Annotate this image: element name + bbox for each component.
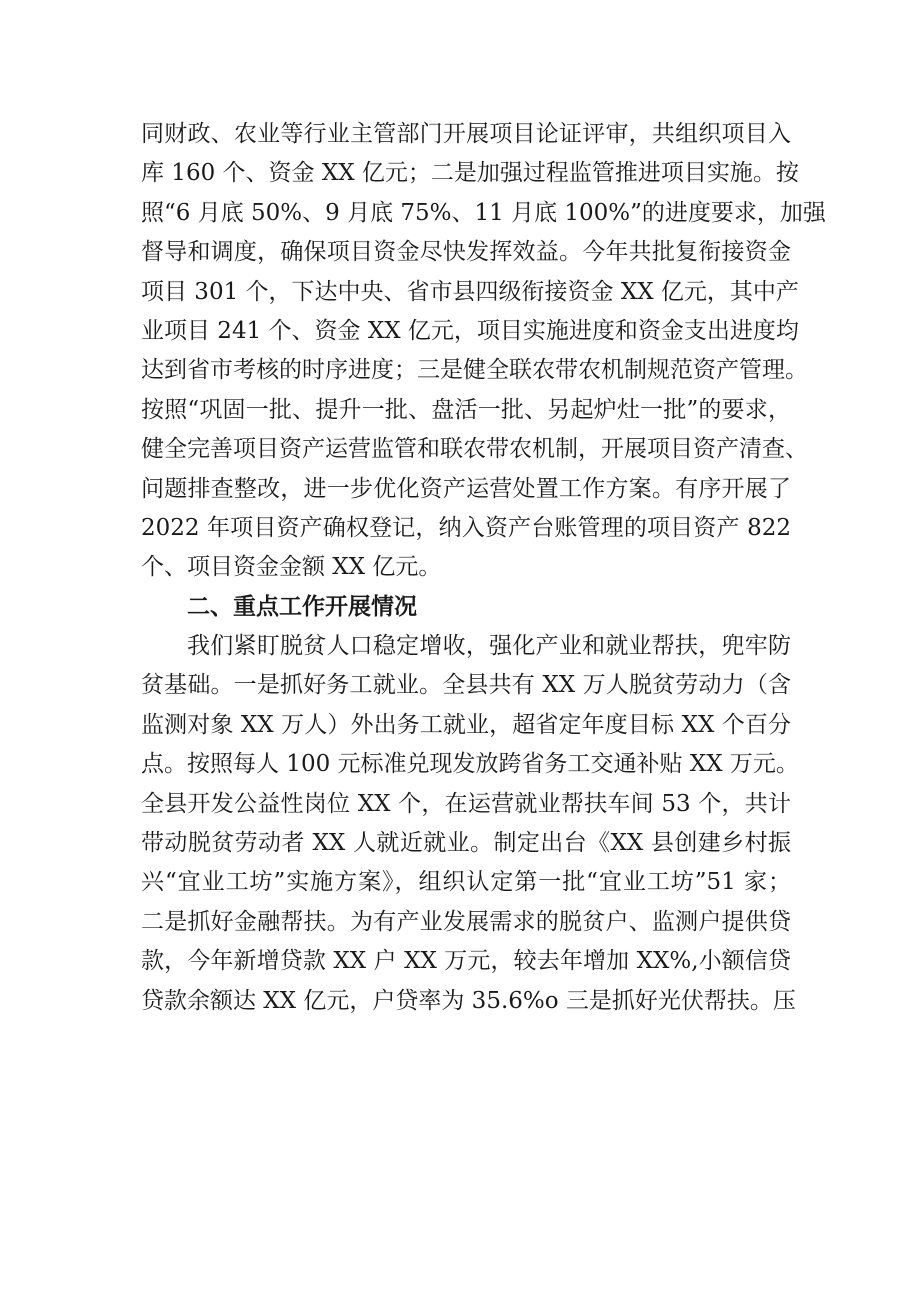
text-line: 二是抓好金融帮扶。为有产业发展需求的脱贫户、监测户提供贷 bbox=[141, 908, 791, 935]
text-line: 督导和调度，确保项目资金尽快发挥效益。今年共批复衔接资金 bbox=[141, 239, 791, 266]
text-line: 照“6 月底 50%、9 月底 75%、11 月底 100%”的进度要求，加强 bbox=[141, 199, 826, 226]
text-line: 兴“宜业工坊”实施方案》，组织认定第一批“宜业工坊”51 家； bbox=[141, 869, 791, 896]
text-line: 点。按照每人 100 元标准兑现发放跨省务工交通补贴 XX 万元。 bbox=[141, 751, 799, 778]
text-line: 达到省市考核的时序进度；三是健全联农带农机制规范资产管理。 bbox=[141, 357, 808, 384]
paragraph-1 bbox=[141, 115, 826, 588]
text-line: 项目 301 个，下达中央、省市县四级衔接资金 XX 亿元，其中产 bbox=[141, 278, 799, 305]
text-line: 个、项目资金金额 XX 亿元。 bbox=[141, 554, 442, 581]
paragraph-2 bbox=[141, 627, 799, 1021]
text-line: 监测对象 XX 万人）外出务工就业，超省定年度目标 XX 个百分 bbox=[141, 711, 791, 738]
section-heading: 二、重点工作开展情况 bbox=[187, 593, 417, 620]
text-line: 款，今年新增贷款 XX 户 XX 万元，较去年增加 XX%,小额信贷 bbox=[141, 948, 791, 975]
text-line: 贫基础。一是抓好务工就业。全县共有 XX 万人脱贫劳动力（含 bbox=[141, 672, 791, 699]
text-line: 全县开发公益性岗位 XX 个，在运营就业帮扶车间 53 个，共计 bbox=[141, 790, 791, 817]
text-line: 业项目 241 个、资金 XX 亿元，项目实施进度和资金支出进度均 bbox=[141, 317, 799, 344]
text-line: 同财政、农业等行业主管部门开展项目论证评审，共组织项目入 bbox=[141, 121, 791, 147]
text-line: 库 160 个、资金 XX 亿元；二是加强过程监管推进项目实施。按 bbox=[141, 160, 799, 187]
text-line: 健全完善项目资产运营监管和联农带农机制，开展项目资产清查、 bbox=[141, 436, 808, 463]
document-body bbox=[141, 115, 826, 1021]
text-line: 问题排查整改，进一步优化资产运营处置工作方案。有序开展了 bbox=[141, 475, 791, 502]
text-line: 我们紧盯脱贫人口稳定增收，强化产业和就业帮扶，兜牢防 bbox=[187, 633, 791, 660]
text-line: 2022 年项目资产确权登记，纳入资产台账管理的项目资产 822 bbox=[141, 514, 791, 541]
text-line: 带动脱贫劳动者 XX 人就近就业。制定出台《XX 县创建乡村振 bbox=[141, 830, 791, 857]
text-line: 贷款余额达 XX 亿元，户贷率为 35.6%o 三是抓好光伏帮扶。压 bbox=[141, 987, 796, 1014]
text-line: 按照“巩固一批、提升一批、盘活一批、另起炉灶一批”的要求， bbox=[141, 396, 791, 423]
